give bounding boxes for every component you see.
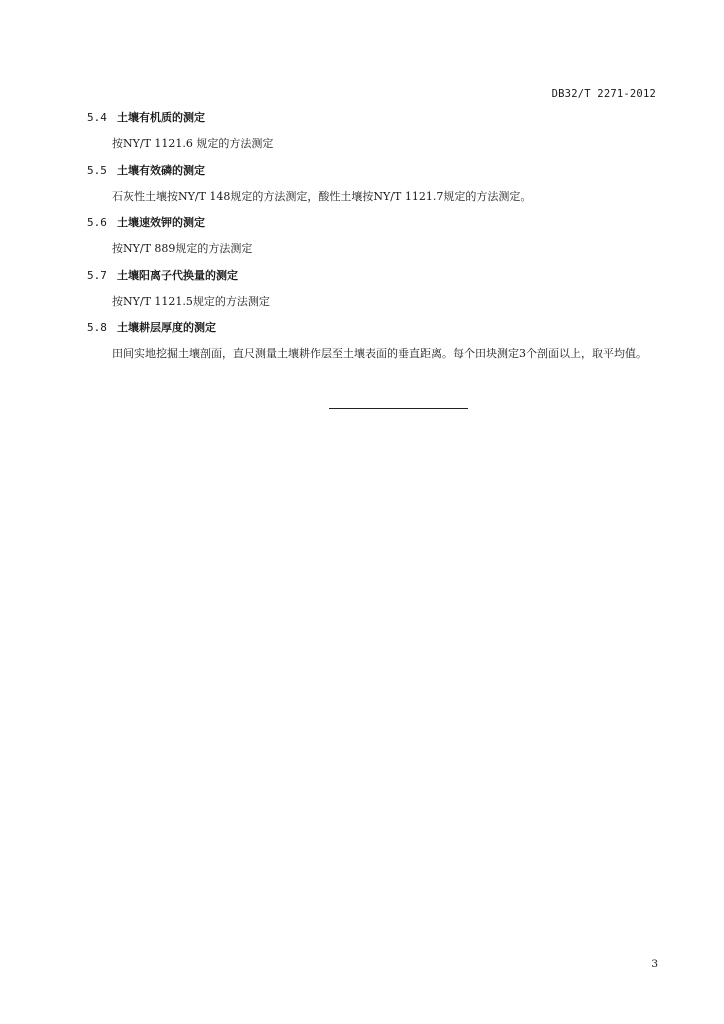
section-text: 按NY/T 1121.6 规定的方法测定 [112,137,274,150]
section-5-8 [87,320,662,363]
section-text: 石灰性土壤按NY/T 148规定的方法测定，酸性土壤按NY/T 1121.7规定的方法测定。 [112,190,532,203]
section-5-6 [87,215,662,258]
standard-code: DB32/T 2271-2012 [551,88,656,100]
section-number: 5.8 [87,321,107,334]
section-heading [87,163,662,179]
section-number: 5.4 [87,111,107,124]
section-5-5 [87,163,662,206]
section-title: 土壤耕层厚度的测定 [117,321,216,334]
section-title: 土壤速效钾的测定 [117,216,205,229]
section-heading [87,320,662,336]
section-text: 按NY/T 1121.5规定的方法测定 [112,295,270,308]
section-text: 田间实地挖掘土壤剖面，直尺测量土壤耕作层至土壤表面的垂直距离。每个田块测定3个剖面以上，取平均值。 [112,347,647,360]
section-text: 按NY/T 889规定的方法测定 [112,242,253,255]
section-heading [87,110,662,126]
page-number: 3 [651,958,658,970]
section-5-7 [87,268,662,311]
section-title: 土壤有机质的测定 [117,111,205,124]
section-5-4 [87,110,662,153]
section-number: 5.5 [87,164,107,177]
section-title: 土壤阳离子代换量的测定 [117,269,238,282]
section-title: 土壤有效磷的测定 [117,164,205,177]
section-number: 5.6 [87,216,107,229]
end-of-text-rule [329,408,468,409]
section-heading [87,268,662,284]
section-number: 5.7 [87,269,107,282]
section-heading [87,215,662,231]
